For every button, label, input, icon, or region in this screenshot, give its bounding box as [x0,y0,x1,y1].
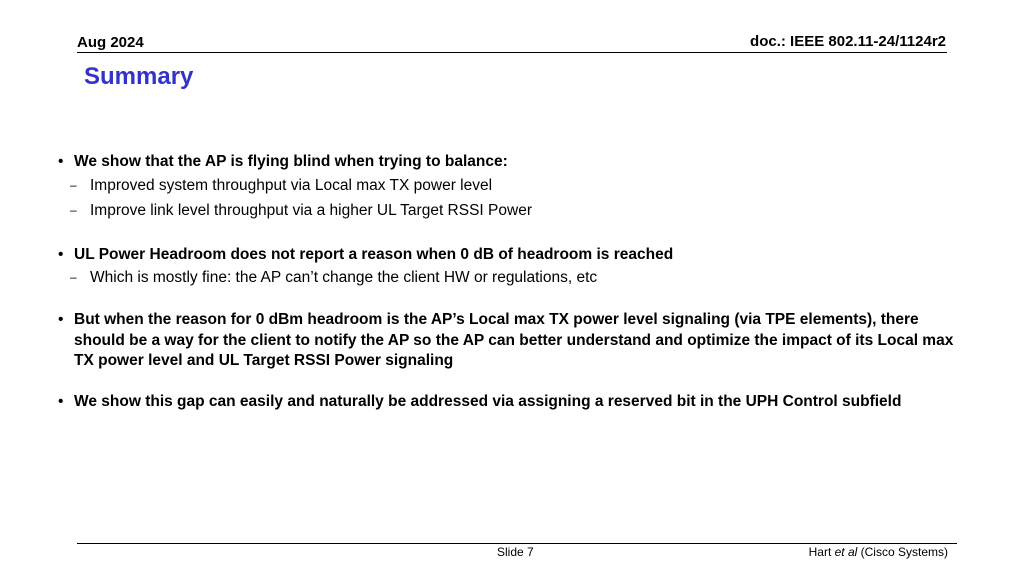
bullet-4 [58,392,968,413]
sub-bullet-1-2-text: Improve link level throughput via a higher UL Target RSSI Power [90,201,532,219]
slide-content [58,152,968,412]
footer-rule [77,543,957,544]
bullet-1 [58,152,968,173]
dash-marker: – [70,177,77,192]
dash-marker: – [70,202,77,217]
footer-author [809,545,948,559]
bullet-3-text: But when the reason for 0 dBm headroom is the AP’s Local max TX power level signaling (via TPE elements), there should be a way for the client to notify the AP so the AP can better understand and optimize the impact of its Local max TX power level and UL Target RSSI Power signaling [74,311,954,369]
bullet-marker: • [58,311,64,328]
bullet-marker: • [58,153,64,170]
slide-number: Slide 7 [497,545,534,559]
sub-bullet-1-2 [58,198,968,223]
sub-bullet-2-1 [58,265,968,290]
author-org: (Cisco Systems) [857,545,948,559]
author-etal: et al [834,545,858,559]
sub-bullet-1-1 [58,173,968,198]
bullet-2 [58,245,968,266]
sub-bullet-1-1-text: Improved system throughput via Local max TX power level [90,176,493,194]
dash-marker: – [70,270,77,284]
slide-title: Summary [84,63,194,90]
bullet-3 [58,310,968,372]
sub-bullet-2-1-text: Which is mostly fine: the AP can’t change the client HW or regulations, etc [90,269,598,286]
header-date: Aug 2024 [77,34,144,51]
header-rule [77,52,947,53]
bullet-marker: • [58,245,64,263]
bullet-marker: • [58,392,64,410]
bullet-1-text: We show that the AP is flying blind when trying to balance: [74,153,508,170]
author-name: Hart [808,545,835,559]
bullet-2-text: UL Power Headroom does not report a reason when 0 dB of headroom is reached [74,245,674,263]
bullet-4-text: We show this gap can easily and naturally be addressed via assigning a reserved bit in the UPH Control subfield [74,392,902,410]
header-doc-id: doc.: IEEE 802.11-24/1124r2 [750,33,946,50]
